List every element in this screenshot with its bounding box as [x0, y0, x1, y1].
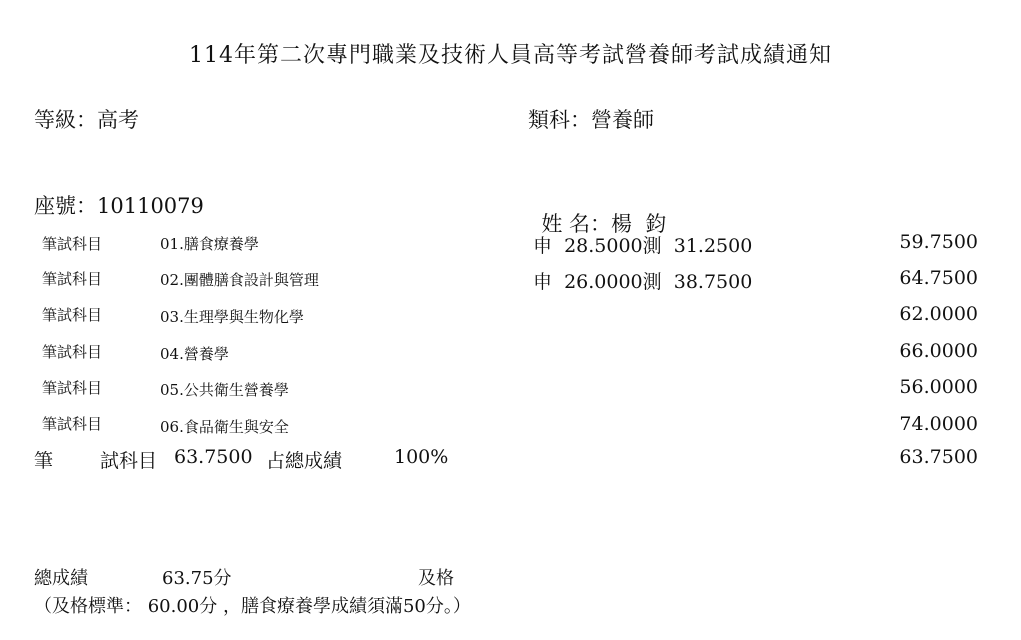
total-label: 總成績 — [34, 568, 88, 589]
subject-type: 筆試科目 — [42, 343, 103, 361]
subject-score: 74.0000 — [899, 413, 978, 435]
notice-title: 114年第二次專門職業及技術人員高等考試營養師考試成績通知 — [189, 43, 832, 68]
subject-name: 05.公共衛生營養學 — [160, 381, 289, 399]
summary-char: 筆 — [34, 450, 54, 472]
name-field — [528, 184, 666, 238]
total-value: 63.75分 — [162, 568, 232, 589]
summary-label: 試科目 — [100, 450, 158, 472]
subject-score: 64.7500 — [899, 267, 978, 289]
subject-type: 筆試科目 — [42, 415, 103, 433]
subject-score: 59.7500 — [899, 231, 978, 253]
subject-type: 筆試科目 — [42, 270, 103, 288]
seat-label: 座號： — [34, 194, 97, 218]
grade-field — [34, 104, 139, 134]
name-value: 楊 鈞 — [611, 212, 667, 236]
name-label: 姓 名： — [541, 212, 612, 236]
grade-label: 等級： — [34, 108, 97, 132]
subject-name: 03.生理學與生物化學 — [160, 308, 304, 326]
summary-average: 63.7500 — [174, 446, 253, 468]
grade-value: 高考 — [97, 108, 139, 132]
category-value: 營養師 — [591, 108, 654, 132]
subject-score: 62.0000 — [899, 303, 978, 325]
seat-value: 10110079 — [97, 194, 204, 218]
subject-name: 06.食品衛生與安全 — [160, 418, 289, 436]
subject-breakdown: 申 28.5000測 31.2500 — [533, 235, 753, 257]
subject-name: 02.團體膳食設計與管理 — [160, 271, 319, 289]
pass-criteria-note: （及格標準： 60.00分 ，膳食療養學成績須滿50分。） — [34, 596, 471, 617]
subject-type: 筆試科目 — [42, 306, 103, 324]
subject-name: 04.營養學 — [160, 345, 229, 363]
seat-field — [34, 190, 204, 220]
summary-weight-label: 占總成績 — [266, 450, 343, 472]
subject-score: 56.0000 — [899, 376, 978, 398]
category-field — [528, 104, 654, 134]
category-label: 類科： — [528, 108, 591, 132]
subject-name: 01.膳食療養學 — [160, 235, 259, 253]
subject-type: 筆試科目 — [42, 379, 103, 397]
pass-result: 及格 — [418, 568, 454, 589]
subject-score: 66.0000 — [899, 340, 978, 362]
subject-type: 筆試科目 — [42, 235, 103, 253]
subject-breakdown: 申 26.0000測 38.7500 — [533, 271, 753, 293]
summary-score: 63.7500 — [899, 446, 978, 468]
summary-weight: 100% — [394, 446, 449, 468]
